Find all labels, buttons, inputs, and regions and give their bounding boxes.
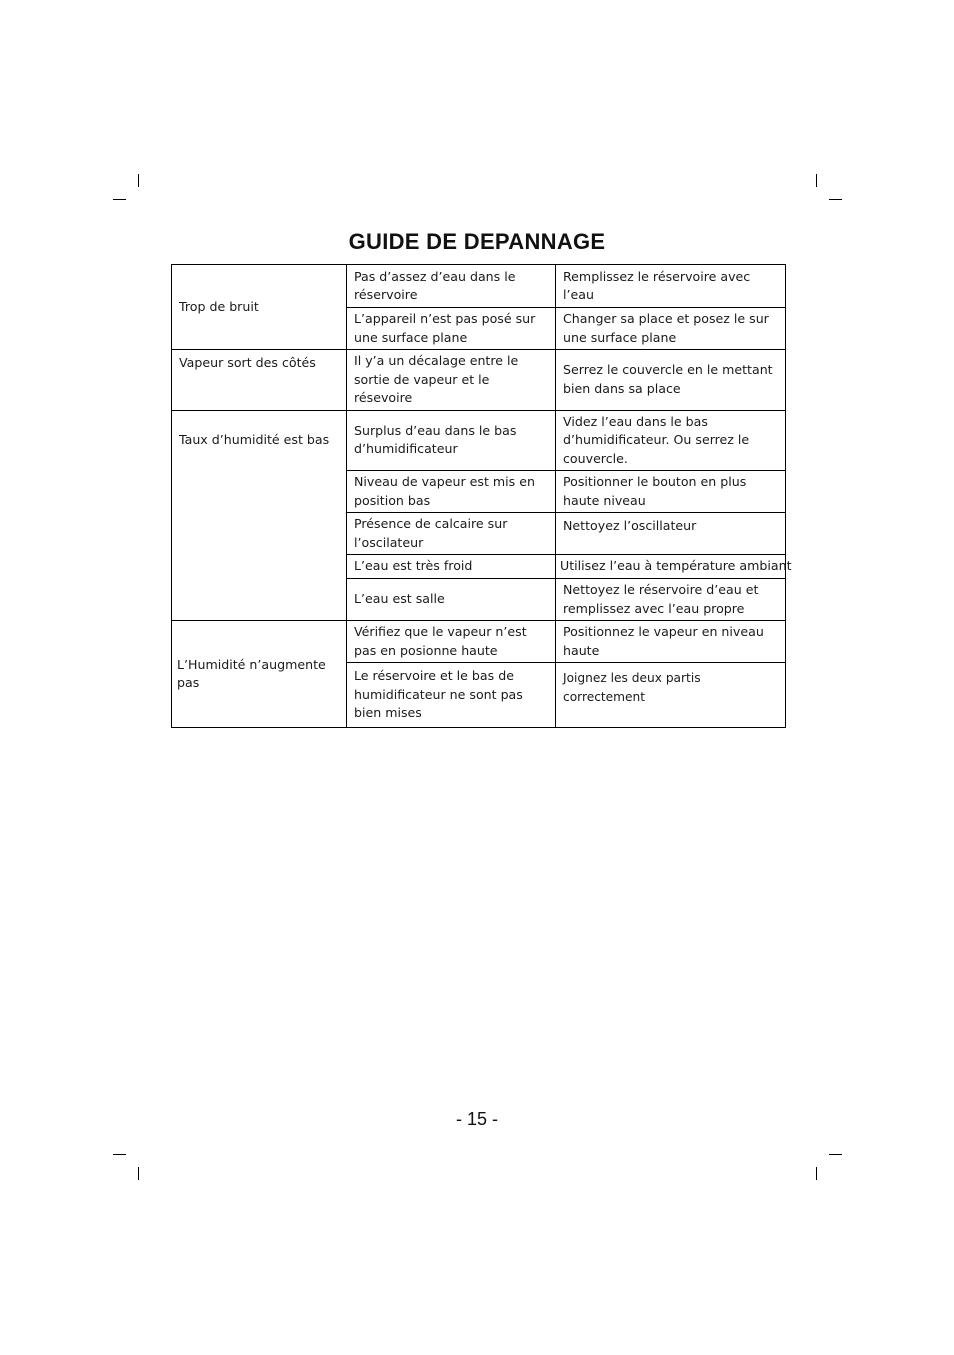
table-row	[172, 350, 786, 411]
table-row	[172, 265, 786, 308]
crop-mark	[113, 199, 126, 200]
cause-cell: Présence de calcaire sur l’oscilateur	[347, 513, 556, 555]
cause-cell: Le réservoire et le bas de humidificateur ne sont pas bien mises	[347, 663, 556, 728]
cause-cell: Surplus d’eau dans le bas d’humidificateur	[347, 410, 556, 471]
solution-cell: Remplissez le réservoire avec l’eau	[556, 265, 786, 308]
solution-cell: Utilisez l’eau à température ambiant	[556, 555, 786, 579]
solution-cell: Positionner le bouton en plus haute niveau	[556, 471, 786, 513]
solution-cell: Positionnez le vapeur en niveau haute	[556, 621, 786, 663]
solution-cell: Videz l’eau dans le bas d’humidificateur. Ou serrez le couvercle.	[556, 410, 786, 471]
solution-cell: Joignez les deux partis correctement	[556, 663, 786, 728]
troubleshooting-table	[171, 264, 792, 728]
crop-mark	[829, 199, 842, 200]
problem-cell: Trop de bruit	[172, 265, 347, 350]
problem-cell: L’Humidité n’augmente pas	[172, 621, 347, 728]
cause-cell: L’eau est très froid	[347, 555, 556, 579]
crop-mark	[816, 1167, 817, 1180]
cause-cell: Pas d’assez d’eau dans le réservoire	[347, 265, 556, 308]
page-number: - 15 -	[455, 1109, 498, 1129]
problem-cell: Vapeur sort des côtés	[172, 350, 347, 411]
crop-mark	[138, 1167, 139, 1180]
table-row	[172, 621, 786, 663]
table-row	[172, 410, 786, 471]
crop-mark	[138, 174, 139, 187]
cause-cell: Vérifiez que le vapeur n’est pas en posionne haute	[347, 621, 556, 663]
cause-cell: Il y’a un décalage entre le sortie de vapeur et le résevoire	[347, 350, 556, 411]
problem-cell: Taux d’humidité est bas	[172, 410, 347, 621]
crop-mark	[113, 1154, 126, 1155]
cause-cell: Niveau de vapeur est mis en position bas	[347, 471, 556, 513]
cause-cell: L’appareil n’est pas posé sur une surface plane	[347, 308, 556, 350]
page-title: GUIDE DE DEPANNAGE	[348, 229, 606, 254]
solution-cell: Changer sa place et posez le sur une surface plane	[556, 308, 786, 350]
solution-cell: Serrez le couvercle en le mettant bien dans sa place	[556, 350, 786, 411]
solution-cell: Nettoyez l’oscillateur	[556, 513, 786, 555]
cause-cell: L’eau est salle	[347, 579, 556, 621]
crop-mark	[829, 1154, 842, 1155]
solution-cell: Nettoyez le réservoire d’eau et remplissez avec l’eau propre	[556, 579, 786, 621]
crop-mark	[816, 174, 817, 187]
